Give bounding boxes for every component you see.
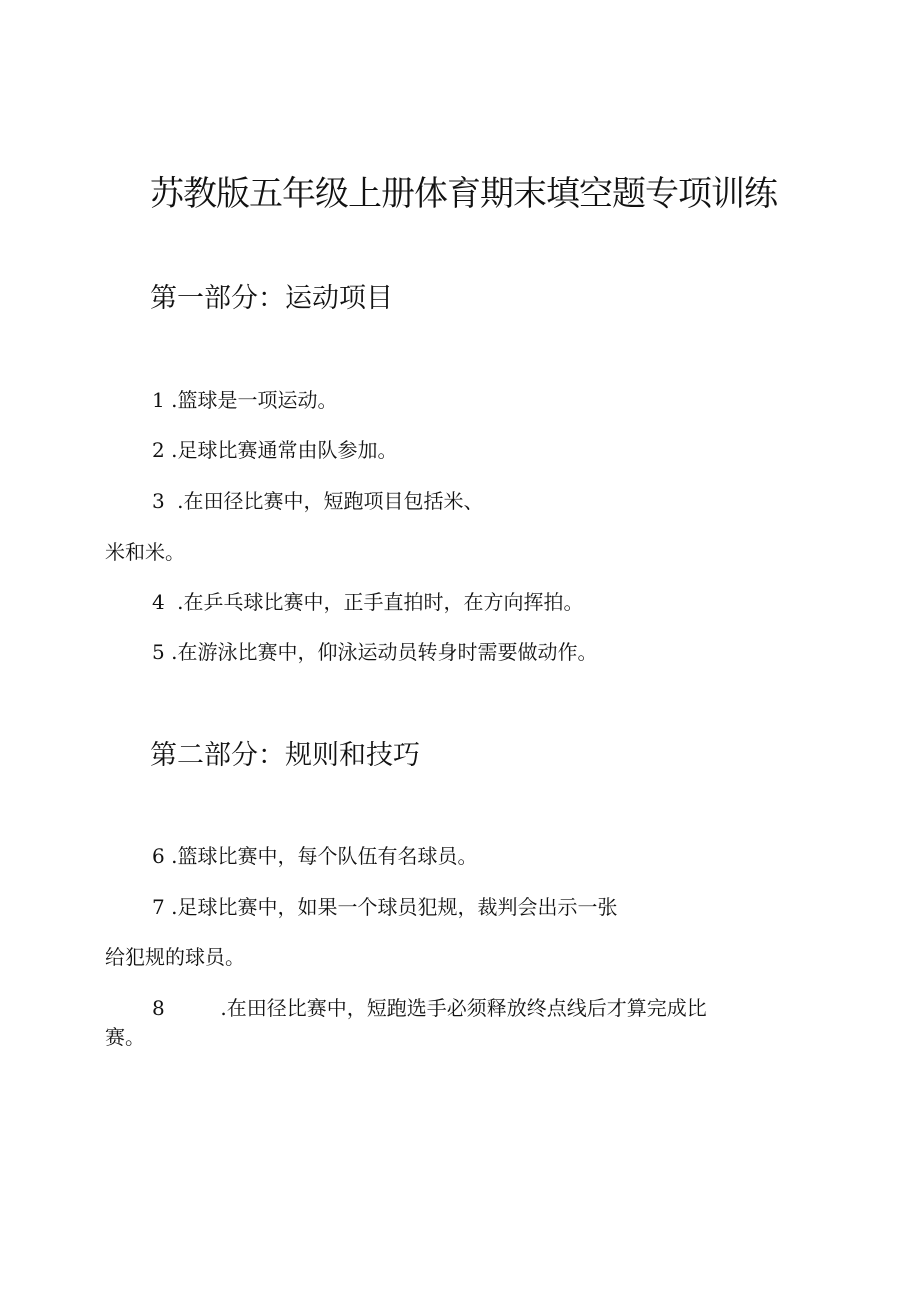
question-text: .足球比赛通常由队参加。: [171, 438, 398, 462]
question-number: 4: [152, 590, 165, 614]
question-6: [152, 840, 477, 869]
question-text: .在乒乓球比赛中，正手直拍时，在方向挥拍。: [177, 590, 584, 614]
question-3: [152, 485, 483, 514]
question-8: [152, 992, 707, 1021]
question-text: .篮球是一项运动。: [171, 388, 338, 412]
question-text: .足球比赛中，如果一个球员犯规，裁判会出示一张: [171, 895, 618, 919]
question-7-continuation: 给犯规的球员。: [105, 945, 245, 969]
question-number: 2: [152, 438, 165, 462]
question-text: .篮球比赛中，每个队伍有名球员。: [171, 844, 478, 868]
question-5: [152, 636, 597, 665]
question-number: 6: [152, 844, 165, 868]
question-number: 7: [152, 895, 165, 919]
question-4: [152, 586, 583, 615]
question-text: .在田径比赛中，短跑项目包括米、: [177, 489, 484, 513]
question-text: .在游泳比赛中，仰泳运动员转身时需要做动作。: [171, 640, 598, 664]
question-number: 3: [152, 489, 165, 513]
question-number: 5: [152, 640, 165, 664]
section-heading-sports: 第一部分：运动项目: [150, 283, 393, 314]
question-2: [152, 434, 397, 463]
question-8-continuation: 赛。: [105, 1025, 145, 1049]
question-1: [152, 384, 337, 413]
question-text: .在田径比赛中，短跑选手必须释放终点线后才算完成比: [220, 996, 707, 1020]
section-heading-rules: 第二部分：规则和技巧: [150, 740, 420, 771]
page-title: 苏教版五年级上册体育期末填空题专项训练: [150, 174, 777, 214]
question-number: 8: [152, 996, 165, 1020]
question-3-continuation: 米和米。: [105, 540, 185, 564]
question-number: 1: [152, 388, 165, 412]
question-7: [152, 891, 617, 920]
